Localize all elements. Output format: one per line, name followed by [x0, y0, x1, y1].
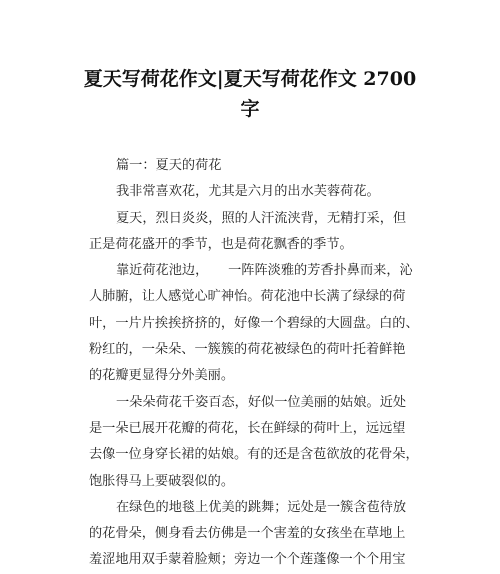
text-line: 人肺腑，让人感觉心旷神怡。荷花池中长满了绿绿的荷: [89, 289, 406, 305]
text-line: 靠近荷花池边， 一阵阵淡雅的芳香扑鼻而来，沁: [116, 263, 413, 279]
text-line: 我非常喜欢花，尤其是六月的出水芙蓉荷花。: [116, 184, 380, 200]
text-line: 叶，一片片挨挨挤挤的，好像一个碧绿的大圆盘。白的、: [89, 315, 419, 331]
text-line: 羞涩地用双手蒙着脸颊；旁边一个个莲蓬像一个个用宝: [89, 552, 406, 568]
title-line: 夏天写荷花作文|夏天写荷花作文 2700: [83, 68, 417, 90]
document-title: [60, 64, 440, 124]
text-line: 一朵朵荷花千姿百态，好似一位美丽的姑娘。近处: [116, 394, 407, 410]
text-line: 夏天，烈日炎炎，照的人汗流浃背，无精打采，但: [116, 210, 407, 226]
text-line: 在绿色的地毯上优美的跳舞；远处是一簇含苞待放: [116, 499, 407, 515]
text-line: 是一朵已展开花瓣的荷花，长在鲜绿的荷叶上，远远望: [89, 420, 406, 436]
text-line: 的花骨朵，侧身看去仿佛是一个害羞的女孩坐在草地上: [89, 526, 406, 542]
text-line: 正是荷花盛开的季节，也是荷花飘香的季节。: [89, 236, 353, 252]
text-line: 的花瓣更显得分外美丽。: [89, 368, 235, 384]
document-body: [89, 153, 422, 574]
text-line: 饱胀得马上要破裂似的。: [89, 473, 235, 489]
text-line: 篇一：夏天的荷花: [116, 158, 222, 173]
text-line: 去像一位身穿长裙的姑娘。有的还是含苞欲放的花骨朵，: [89, 447, 419, 463]
title-line: 字: [240, 98, 260, 120]
text-line: 粉红的，一朵朵、一簇簇的荷花被绿色的荷叶托着鲜艳: [89, 342, 406, 358]
